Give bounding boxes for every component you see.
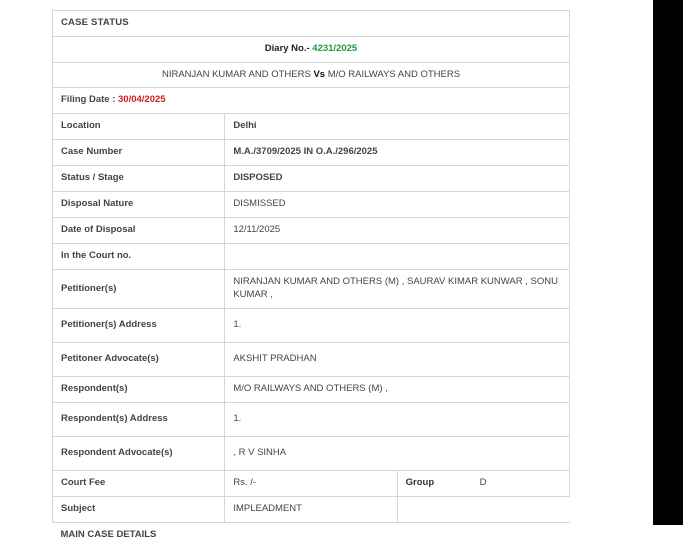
row-value-case-number[interactable]: M.A./3709/2025 IN O.A./296/2025 [225,140,570,166]
table-row [53,192,570,218]
filing-date-value: 30/04/2025 [118,94,166,106]
table-row-subject [53,496,570,522]
row-value-disposal-nature: DISMISSED [225,192,570,218]
petitioner-name[interactable]: NIRANJAN KUMAR AND OTHERS [161,68,311,80]
diary-number-value: 4231/2025 [312,42,358,54]
table-row [53,436,570,470]
row-label-petitioner-advocates: Petitoner Advocate(s) [53,342,225,376]
table-row-parties [53,62,570,88]
row-value-petitioners-address: 1. [225,308,570,342]
row-label-court-fee: Court Fee [53,470,225,496]
vs-label: Vs [313,68,326,80]
subject-spacer [397,496,569,522]
table-row-diary [53,36,570,62]
filing-date-cell [53,88,570,114]
diary-number-cell [53,36,570,62]
case-status-heading: CASE STATUS [53,11,570,37]
row-label-court-no: In the Court no. [53,244,225,270]
table-row [53,376,570,402]
parties-cell [53,62,570,88]
row-value-respondents-address: 1. [225,402,570,436]
row-value-date-of-disposal: 12/11/2025 [225,218,570,244]
row-value-respondent-advocates: , R V SINHA [225,436,570,470]
filing-date-label: Filing Date : [61,94,116,106]
table-row [53,342,570,376]
table-row [53,114,570,140]
row-value-court-no [225,244,570,270]
right-black-gutter [653,0,683,525]
table-row [53,166,570,192]
table-row [53,218,570,244]
row-label-petitioners-address: Petitioner(s) Address [53,308,225,342]
table-row-court-fee [53,470,570,496]
case-status-table [52,10,570,548]
row-label-disposal-nature: Disposal Nature [53,192,225,218]
table-row [53,270,570,309]
row-value-petitioners: NIRANJAN KUMAR AND OTHERS (M) , SAURAV KIMAR KUNWAR , SONU KUMAR , [225,270,570,309]
case-status-panel [52,10,570,548]
table-row [53,402,570,436]
row-value-location: Delhi [225,114,570,140]
table-row-main-case-details [53,522,570,547]
group-value: D [479,476,487,488]
row-label-respondents-address: Respondent(s) Address [53,402,225,436]
row-label-date-of-disposal: Date of Disposal [53,218,225,244]
row-label-respondent-advocates: Respondent Advocate(s) [53,436,225,470]
row-value-court-fee: Rs. /- [225,470,397,496]
row-label-petitioners: Petitioner(s) [53,270,225,309]
diary-label: Diary No.- [264,42,310,54]
row-label-respondents: Respondent(s) [53,376,225,402]
table-row [53,140,570,166]
row-value-group [397,470,569,496]
row-label-subject: Subject [53,496,225,522]
table-row [53,244,570,270]
row-value-subject: IMPLEADMENT [225,496,397,522]
table-row-section-title [53,11,570,37]
main-case-details-heading: MAIN CASE DETAILS [53,522,570,547]
row-label-location: Location [53,114,225,140]
row-value-respondents: M/O RAILWAYS AND OTHERS (M) , [225,376,570,402]
group-label: Group [405,476,435,488]
row-value-petitioner-advocates: AKSHIT PRADHAN [225,342,570,376]
table-row [53,308,570,342]
row-label-case-number: Case Number [53,140,225,166]
row-label-status-stage: Status / Stage [53,166,225,192]
status-badge: DISPOSED [225,166,570,192]
table-row-filing-date [53,88,570,114]
respondent-name[interactable]: M/O RAILWAYS AND OTHERS [327,68,461,80]
